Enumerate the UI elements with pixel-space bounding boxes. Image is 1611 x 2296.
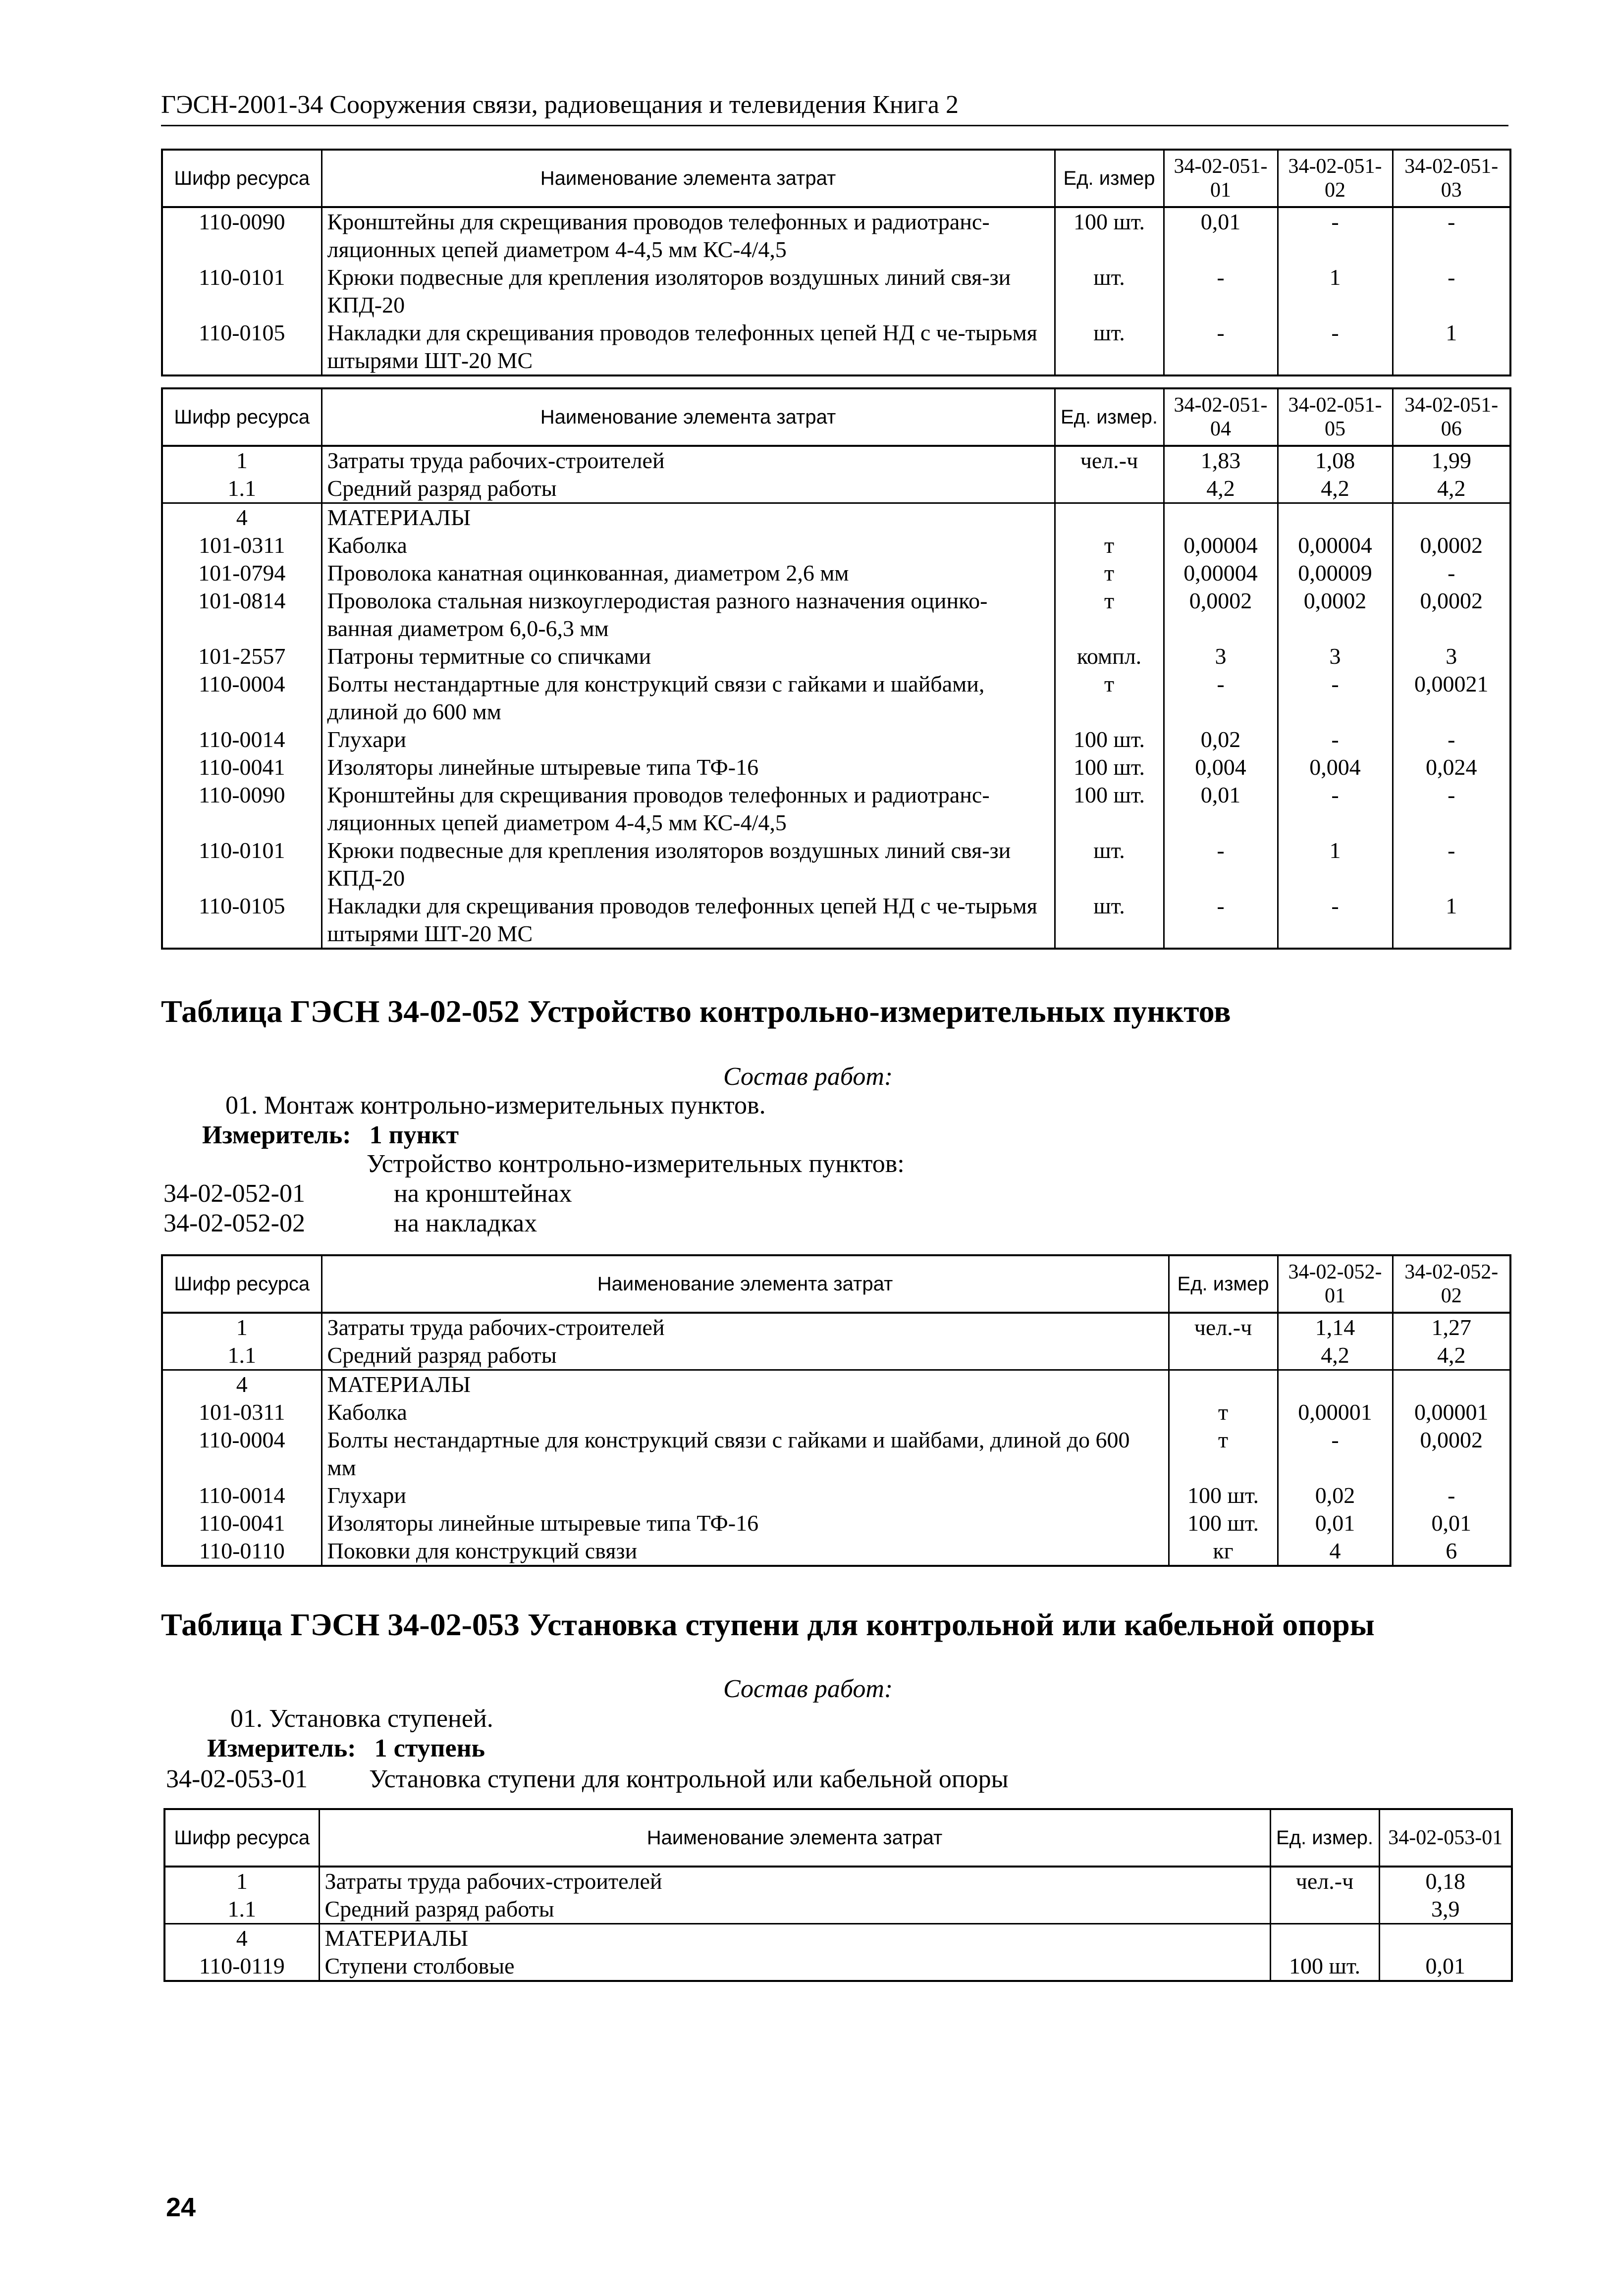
meter-label: Измеритель: [202, 1121, 351, 1149]
table-header-row [162, 1255, 1510, 1313]
table-row [162, 1482, 1510, 1509]
cell-code: 101-0814 [162, 587, 322, 642]
cell-value: 3,9 [1379, 1895, 1512, 1924]
cell-unit: т [1055, 587, 1164, 642]
column-header-unit: Ед. измер [1169, 1255, 1278, 1313]
cell-unit: компл. [1055, 642, 1164, 670]
composition-label: Состав работ: [723, 1675, 893, 1703]
table-header-row [164, 1809, 1512, 1867]
cell-name: Патроны термитные со спичками [322, 642, 1055, 670]
cell-name: Изоляторы линейные штыревые типа ТФ-16 [322, 1509, 1169, 1537]
cell-name: Изоляторы линейные штыревые типа ТФ-16 [322, 753, 1055, 781]
column-header-norm: 34-02-051-05 [1278, 388, 1393, 446]
cell-unit [1270, 1895, 1379, 1924]
cell-name: Затраты труда рабочих-строителей [319, 1867, 1270, 1895]
cell-unit: шт. [1055, 837, 1164, 892]
cell-value: - [1164, 892, 1278, 949]
table-body [164, 1867, 1512, 1981]
cell-value: 0,00004 [1278, 532, 1393, 559]
table-row [162, 264, 1510, 319]
cell-unit [1055, 503, 1164, 532]
cell-code: 1.1 [162, 1341, 322, 1370]
cell-value: 1 [1393, 319, 1510, 375]
composition-item: 01. Установка ступеней. [230, 1705, 493, 1733]
cell-name: Каболка [322, 532, 1055, 559]
cell-name: Накладки для скрещивания проводов телефонных цепей НД с че-тырьмя штырями ШТ-20 МС [322, 892, 1055, 949]
cell-code: 4 [164, 1924, 319, 1953]
cell-value: 0,024 [1393, 753, 1510, 781]
cell-code: 110-0105 [162, 319, 322, 375]
cell-name: МАТЕРИАЛЫ [322, 1370, 1169, 1399]
cell-value: - [1393, 726, 1510, 753]
cell-value: 0,00009 [1278, 559, 1393, 587]
cell-unit: т [1169, 1398, 1278, 1426]
cell-value: 0,00001 [1393, 1398, 1510, 1426]
cell-unit: 100 шт. [1169, 1482, 1278, 1509]
cell-code: 101-2557 [162, 642, 322, 670]
cell-value: - [1393, 264, 1510, 319]
cell-unit: чел.-ч [1169, 1313, 1278, 1341]
column-header-norm: 34-02-053-01 [1379, 1809, 1512, 1867]
table-header-row [162, 388, 1510, 446]
cell-value: 4,2 [1278, 1341, 1393, 1370]
cell-name: Ступени столбовые [319, 1952, 1270, 1981]
cell-value: 0,0002 [1393, 532, 1510, 559]
intro-text: Устройство контрольно-измерительных пунктов: [367, 1150, 905, 1178]
cell-name: Кронштейны для скрещивания проводов телефонных и радиотранс-ляционных цепей диаметром 4-4,5 мм КС-4/4,5 [322, 207, 1055, 264]
cell-code: 110-0004 [162, 670, 322, 726]
table-row [162, 781, 1510, 837]
column-header-name: Наименование элемента затрат [322, 150, 1055, 207]
cell-value [1164, 503, 1278, 532]
cell-value: 0,0002 [1393, 587, 1510, 642]
column-header-name: Наименование элемента затрат [322, 388, 1055, 446]
cell-value: - [1278, 207, 1393, 264]
cell-value: 1 [1278, 837, 1393, 892]
cell-unit: 100 шт. [1055, 753, 1164, 781]
item-code: 34-02-053-01 [166, 1765, 308, 1793]
table-row [162, 1341, 1510, 1370]
cell-name: Крюки подвесные для крепления изоляторов воздушных линий свя-зи КПД-20 [322, 837, 1055, 892]
cell-code: 110-0101 [162, 837, 322, 892]
table-row [162, 587, 1510, 642]
cell-name: Глухари [322, 1482, 1169, 1509]
table-row [162, 475, 1510, 503]
cell-code: 110-0101 [162, 264, 322, 319]
cell-code: 101-0311 [162, 1398, 322, 1426]
cell-name: Каболка [322, 1398, 1169, 1426]
table-row [162, 670, 1510, 726]
column-header-code: Шифр ресурса [162, 388, 322, 446]
page-number: 24 [166, 2192, 196, 2222]
resource-table-052 [161, 1254, 1511, 1567]
section-title-052: Таблица ГЭСН 34-02-052 Устройство контрольно-измерительных пунктов [161, 994, 1231, 1029]
table-row [162, 726, 1510, 753]
table-row [162, 1398, 1510, 1426]
meter-value: 1 ступень [374, 1734, 485, 1762]
cell-unit [1169, 1370, 1278, 1399]
cell-code: 101-0794 [162, 559, 322, 587]
cell-value: 3 [1393, 642, 1510, 670]
column-header-norm: 34-02-051-04 [1164, 388, 1278, 446]
cell-value: - [1393, 207, 1510, 264]
cell-value: 0,01 [1164, 781, 1278, 837]
running-header: ГЭСН-2001-34 Сооружения связи, радиовещания и телевидения Книга 2 [161, 89, 1508, 126]
cell-code: 110-0014 [162, 726, 322, 753]
meter-value: 1 пункт [369, 1121, 459, 1149]
cell-name: Крюки подвесные для крепления изоляторов воздушных линий свя-зи КПД-20 [322, 264, 1055, 319]
cell-code: 110-0119 [164, 1952, 319, 1981]
cell-unit: т [1055, 532, 1164, 559]
cell-value: - [1393, 559, 1510, 587]
cell-name: Затраты труда рабочих-строителей [322, 446, 1055, 475]
cell-name: Болты нестандартные для конструкций связи с гайками и шайбами, длиной до 600 мм [322, 670, 1055, 726]
cell-value: 0,0002 [1164, 587, 1278, 642]
meter-label: Измеритель: [207, 1734, 356, 1762]
cell-unit [1270, 1924, 1379, 1953]
cell-unit [1055, 475, 1164, 503]
cell-value: 1,08 [1278, 446, 1393, 475]
section-title-053: Таблица ГЭСН 34-02-053 Установка ступени для контрольной или кабельной опоры [161, 1607, 1375, 1642]
cell-value: - [1164, 319, 1278, 375]
cell-value: 4,2 [1393, 1341, 1510, 1370]
cell-value: 4,2 [1393, 475, 1510, 503]
column-header-norm: 34-02-052-01 [1278, 1255, 1393, 1313]
cell-code: 1 [164, 1867, 319, 1895]
cell-value: 1,27 [1393, 1313, 1510, 1341]
cell-unit: чел.-ч [1270, 1867, 1379, 1895]
item-code: 34-02-052-01 [163, 1179, 305, 1208]
table-row [162, 532, 1510, 559]
cell-value: 0,0002 [1393, 1426, 1510, 1482]
cell-value: - [1278, 892, 1393, 949]
cell-value: - [1164, 264, 1278, 319]
cell-code: 4 [162, 503, 322, 532]
cell-value: 1,14 [1278, 1313, 1393, 1341]
cell-code: 110-0110 [162, 1537, 322, 1566]
table-row [164, 1924, 1512, 1953]
cell-value: 1 [1393, 892, 1510, 949]
cell-value: - [1164, 670, 1278, 726]
cell-name: Средний разряд работы [322, 475, 1055, 503]
cell-value: - [1278, 319, 1393, 375]
cell-value: - [1393, 837, 1510, 892]
cell-name: МАТЕРИАЛЫ [319, 1924, 1270, 1953]
table-row [162, 446, 1510, 475]
cell-value: 6 [1393, 1537, 1510, 1566]
cell-code: 110-0014 [162, 1482, 322, 1509]
column-header-unit: Ед. измер [1055, 150, 1164, 207]
cell-value: - [1278, 781, 1393, 837]
column-header-norm: 34-02-051-01 [1164, 150, 1278, 207]
table-row [162, 559, 1510, 587]
cell-value: - [1278, 670, 1393, 726]
cell-value: 0,18 [1379, 1867, 1512, 1895]
cell-name: Проволока стальная низкоуглеродистая разного назначения оцинко-ванная диаметром 6,0-6,3 мм [322, 587, 1055, 642]
table-row [162, 1509, 1510, 1537]
table-row [162, 753, 1510, 781]
cell-code: 4 [162, 1370, 322, 1399]
cell-value: 0,02 [1164, 726, 1278, 753]
cell-value: - [1278, 1426, 1393, 1482]
cell-code: 110-0041 [162, 1509, 322, 1537]
meter-line [202, 1120, 459, 1151]
cell-name: МАТЕРИАЛЫ [322, 503, 1055, 532]
cell-unit: шт. [1055, 319, 1164, 375]
cell-value [1379, 1924, 1512, 1953]
cell-code: 110-0041 [162, 753, 322, 781]
cell-value: 0,01 [1379, 1952, 1512, 1981]
table-row [162, 892, 1510, 949]
cell-unit: шт. [1055, 892, 1164, 949]
table-row [162, 1370, 1510, 1399]
table-body [162, 207, 1510, 375]
table-body [162, 446, 1510, 949]
cell-value: 0,004 [1164, 753, 1278, 781]
cell-unit: 100 шт. [1055, 781, 1164, 837]
cell-code: 110-0090 [162, 781, 322, 837]
cell-unit: 100 шт. [1055, 726, 1164, 753]
cell-unit [1169, 1341, 1278, 1370]
cell-value: - [1393, 781, 1510, 837]
composition-label: Состав работ: [723, 1063, 893, 1091]
column-header-norm: 34-02-051-02 [1278, 150, 1393, 207]
cell-value: 0,00021 [1393, 670, 1510, 726]
cell-code: 1 [162, 1313, 322, 1341]
cell-name: Средний разряд работы [322, 1341, 1169, 1370]
column-header-name: Наименование элемента затрат [319, 1809, 1270, 1867]
column-header-norm: 34-02-052-02 [1393, 1255, 1510, 1313]
cell-value: 0,01 [1393, 1509, 1510, 1537]
table-row [162, 1537, 1510, 1566]
cell-value: 0,00004 [1164, 559, 1278, 587]
cell-unit: 100 шт. [1270, 1952, 1379, 1981]
column-header-code: Шифр ресурса [164, 1809, 319, 1867]
table-row [162, 1313, 1510, 1341]
column-header-code: Шифр ресурса [162, 150, 322, 207]
table-row [162, 642, 1510, 670]
cell-code: 101-0311 [162, 532, 322, 559]
column-header-norm: 34-02-051-06 [1393, 388, 1510, 446]
table-row [164, 1867, 1512, 1895]
cell-unit: т [1169, 1426, 1278, 1482]
table-row [164, 1895, 1512, 1924]
cell-name: Глухари [322, 726, 1055, 753]
column-header-unit: Ед. измер. [1270, 1809, 1379, 1867]
cell-unit: т [1055, 559, 1164, 587]
cell-value [1393, 503, 1510, 532]
item-text: на кронштейнах [394, 1179, 572, 1208]
cell-value: 0,02 [1278, 1482, 1393, 1509]
cell-unit: кг [1169, 1537, 1278, 1566]
table-body [162, 1313, 1510, 1566]
table-row [162, 207, 1510, 264]
item-text: на накладках [394, 1209, 537, 1237]
cell-value: 4,2 [1164, 475, 1278, 503]
cell-code: 110-0004 [162, 1426, 322, 1482]
cell-value [1393, 1370, 1510, 1399]
cell-code: 1.1 [162, 475, 322, 503]
cell-name: Болты нестандартные для конструкций связи с гайками и шайбами, длиной до 600 мм [322, 1426, 1169, 1482]
cell-value [1278, 503, 1393, 532]
cell-value: 4,2 [1278, 475, 1393, 503]
table-row [164, 1952, 1512, 1981]
cell-value: 3 [1164, 642, 1278, 670]
cell-value: - [1278, 726, 1393, 753]
cell-unit: шт. [1055, 264, 1164, 319]
cell-value: - [1164, 837, 1278, 892]
item-code: 34-02-052-02 [163, 1209, 305, 1237]
cell-value: - [1393, 1482, 1510, 1509]
composition-item: 01. Монтаж контрольно-измерительных пунктов. [225, 1091, 766, 1120]
cell-value [1278, 1370, 1393, 1399]
cell-name: Затраты труда рабочих-строителей [322, 1313, 1169, 1341]
table-header-row [162, 150, 1510, 207]
table-row [162, 1426, 1510, 1482]
column-header-name: Наименование элемента затрат [322, 1255, 1169, 1313]
cell-value: 0,01 [1278, 1509, 1393, 1537]
column-header-unit: Ед. измер. [1055, 388, 1164, 446]
cell-name: Кронштейны для скрещивания проводов телефонных и радиотранс-ляционных цепей диаметром 4-4,5 мм КС-4/4,5 [322, 781, 1055, 837]
cell-value: 0,0002 [1278, 587, 1393, 642]
cell-unit: т [1055, 670, 1164, 726]
cell-unit: 100 шт. [1055, 207, 1164, 264]
column-header-code: Шифр ресурса [162, 1255, 322, 1313]
cell-code: 1 [162, 446, 322, 475]
cell-value: 0,004 [1278, 753, 1393, 781]
cell-unit: 100 шт. [1169, 1509, 1278, 1537]
resource-table-053 [163, 1808, 1513, 1982]
cell-value: 0,01 [1164, 207, 1278, 264]
cell-value: 1,99 [1393, 446, 1510, 475]
table-row [162, 319, 1510, 375]
cell-code: 110-0090 [162, 207, 322, 264]
table-row [162, 837, 1510, 892]
cell-code: 110-0105 [162, 892, 322, 949]
cell-code: 1.1 [164, 1895, 319, 1924]
cell-name: Накладки для скрещивания проводов телефонных цепей НД с че-тырьмя штырями ШТ-20 МС [322, 319, 1055, 375]
cell-name: Поковки для конструкций связи [322, 1537, 1169, 1566]
table-row [162, 503, 1510, 532]
cell-value: 1,83 [1164, 446, 1278, 475]
meter-line [207, 1733, 485, 1764]
cell-value: 3 [1278, 642, 1393, 670]
cell-unit: чел.-ч [1055, 446, 1164, 475]
column-header-norm: 34-02-051-03 [1393, 150, 1510, 207]
cell-value: 0,00004 [1164, 532, 1278, 559]
cell-name: Проволока канатная оцинкованная, диаметром 2,6 мм [322, 559, 1055, 587]
cell-name: Средний разряд работы [319, 1895, 1270, 1924]
cell-value: 0,00001 [1278, 1398, 1393, 1426]
item-text: Установка ступени для контрольной или кабельной опоры [369, 1765, 1009, 1793]
resource-table-051-01-03 [161, 149, 1511, 376]
cell-value: 1 [1278, 264, 1393, 319]
cell-value: 4 [1278, 1537, 1393, 1566]
resource-table-051-04-06 [161, 387, 1511, 950]
